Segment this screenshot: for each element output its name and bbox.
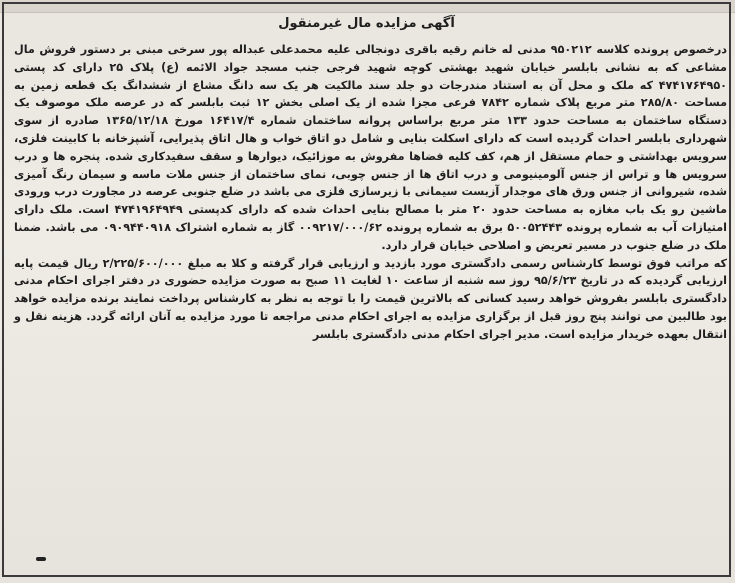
paragraph-property-description: درخصوص پرونده کلاسه ۹۵۰۲۱۲ مدنی له خانم رقیه باقری دونجالی علیه محمدعلی عبداله پور سرخی مبنی بر دستور فروش مال مشاعی که به نشانی بابلسر خیابان شهید بهشتی کوچه شهید فرجی جنب مسجد جواد الائمه (ع) پلاک ۲۵ دارای کد پستی ۴۷۴۱۷۶۴۹۵۰ که ملک و محل آن به استناد مندرجات دو جلد سند مالکیت هر یک سه دانگ مشاع از ششدانگ یک قطعه زمین به مساحت ۲۸۵/۸۰ متر مربع پلاک شماره ۷۸۴۲ فرعی مجزا شده از یک اصلی بخش ۱۲ ثبت بابلسر که در عرصه ملک موصوف یک دستگاه ساختمان به مساحت حدود ۱۳۳ متر مربع براساس پروانه ساختمان شماره ۱۶۴۱۷/۴ مورخ ۱۳۶۵/۱۲/۱۸ صادره از سوی شهرداری بابلسر احداث گردیده است که دارای اسکلت بنایی و شامل دو اتاق خواب و هال اتاق پذیرایی، آشپزخانه با کابینت فلزی، سرویس بهداشتی و حمام مستقل از هم، کف کلیه فضاها مفروش به موزائیک، دیوارها و سقف سفیدکاری شده. پنجره ها و درب سرویس ها و تراس از جنس آلومینیومی و درب اتاق ها از جنس چوبی، نمای ساختمان از جنس ملات ماسه و سیمان رنگ آمیزی شده، شیروانی از جنس ورق های موجدار آزبست سیمانی با زیرسازی فلزی می باشد در ضلع جنوبی عرصه در مجاورت درب ورودی ماشین رو یک باب مغازه به مساحت حدود ۲۰ متر با مصالح بنایی احداث شده که دارای کدپستی ۴۷۴۱۹۶۴۹۴۹ است. ملک دارای امتیازات آب به شماره پرونده ۵۰۰۵۲۴۴۳ برق به شماره پرونده ۰۰۹۲۱۷/۰۰۰/۶۲ گاز به شماره اشتراک ۰۹۰۹۴۴۰۹۱۸ می باشد. ضمنا ملک در ضلع جنوب در مسیر تعریض و اصلاحی خیابان قرار دارد.: [14, 43, 728, 252]
paragraph-auction-terms: [14, 255, 727, 344]
ink-mark: [36, 557, 46, 561]
notice-body: [14, 41, 727, 344]
notice-frame: [2, 2, 731, 577]
auction-terms-text: که مراتب فوق توسط کارشناس رسمی دادگستری مورد بازدید و ارزیابی قرار گرفته و کلا به مبلغ ۲/۲۲۵/۶۰۰/۰۰۰ ریال قیمت پایه ارزیابی گردیده که در تاریخ ۹۵/۶/۲۳ روز سه شنبه از ساعت ۱۰ لغایت ۱۱ صبح به صورت مزایده حضوری در دفتر اجرای احکام مدنی دادگستری بابلسر بفروش خواهد رسید کسانی که بالاترین قیمت را با توجه به نظر به کارشناس پرداخت نمایند برنده مزایده خواهد بود طالبین می توانند پنج روز قبل از برگزاری مزایده به اجرای احکام مدنی مراجعه تا مورد مزایده به آنان ارائه گردد. هزینه نقل و انتقال بعهده خریدار مزایده است.: [14, 256, 727, 341]
notice-title: آگهی مزایده مال غیرمنقول: [278, 16, 455, 31]
signature-line: مدیر اجرای احکام مدنی دادگستری بابلسر: [312, 327, 541, 341]
